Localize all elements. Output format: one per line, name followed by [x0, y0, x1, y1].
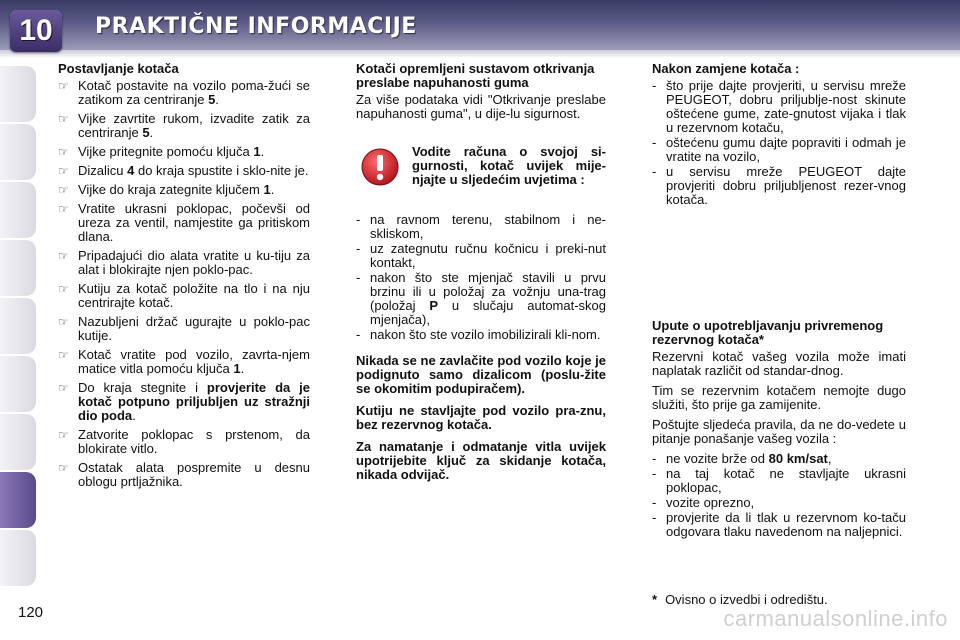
condition-item-text: na ravnom terenu, stabilnom i ne-skliskom, — [370, 212, 606, 241]
section-heading: Kotači opremljeni sustavom otkrivanja preslabe napuhanosti guma — [356, 61, 595, 90]
after-item-text: u servisu mreže PEUGEOT dajte provjeriti dobru priljubljenost rezer-vnog kotača. — [666, 164, 906, 207]
step-item — [58, 202, 310, 244]
usage-rule — [652, 496, 906, 510]
usage-rule — [652, 467, 906, 495]
warning-box — [356, 145, 606, 187]
header-divider — [0, 50, 960, 58]
condition-item-text: nakon što ste vozilo imobilizirali kli-nom. — [370, 327, 601, 342]
pointing-hand-icon: ☞ — [58, 183, 69, 197]
usage-rule-text: na taj kotač ne stavljajte ukrasni poklopac, — [666, 466, 906, 495]
pointing-hand-icon: ☞ — [58, 348, 69, 362]
chapter-title: PRAKTIČNE INFORMACIJE — [95, 14, 417, 39]
step-bold: provjerite da je kotač potpuno priljubljen uz stražnji dio poda — [78, 380, 310, 423]
step-after: . — [149, 125, 154, 140]
pointing-hand-icon: ☞ — [58, 249, 69, 263]
step-item — [58, 145, 310, 159]
step-item — [58, 381, 310, 423]
usage-rule-text: provjerite da li tlak u rezervnom ko-taču odgovara tlaku navedenom na naljepnici. — [666, 510, 906, 539]
step-item — [58, 112, 310, 140]
pointing-hand-icon: ☞ — [58, 112, 69, 126]
footnote-text: Ovisno o izvedbi i odredištu. — [665, 592, 828, 607]
condition-item — [356, 271, 606, 327]
after-item-text: što prije dajte provjeriti, u servisu mreže PEUGEOT, dobru priljublje-nost skinute oštećene gume, zate-gnutost vijaka i tlak u rezervnom kotaču, — [666, 78, 906, 135]
dash-marker: - — [652, 78, 657, 93]
step-after: . — [215, 92, 219, 107]
usage-rule — [652, 511, 906, 539]
dash-marker: - — [652, 510, 657, 525]
step-item — [58, 348, 310, 376]
after-item-text: oštećenu gumu dajte popraviti i odmah je vratite na vozilo, — [666, 135, 906, 164]
step-item — [58, 461, 310, 489]
section-heading: Postavljanje kotača — [58, 61, 179, 76]
side-tab-9[interactable] — [0, 530, 36, 586]
usage-rule: - ne vozite brže od 80 km/sat, — [652, 451, 832, 466]
step-item — [58, 79, 310, 107]
side-tab-active[interactable] — [0, 472, 36, 528]
step-text: Ostatak alata pospremite u desnu oblogu prtljažnika. — [78, 460, 310, 489]
condition-item — [356, 242, 606, 270]
usage-paragraph-1: Rezervni kotač vašeg vozila može imati naplatak različit od standar-dnog. — [652, 349, 906, 378]
usage-rules-list — [652, 452, 906, 539]
intro-paragraph: Za više podataka vidi "Otkrivanje preslabe napuhanosti guma", u dije-lu sigurnost. — [356, 92, 606, 121]
chapter-number-badge: 10 — [10, 10, 62, 52]
footnote — [652, 592, 828, 607]
side-tab-1[interactable] — [0, 66, 36, 122]
step-text: Vijke zavrtite rukom, izvadite zatik za centriranje — [78, 111, 310, 140]
conditions-list — [356, 213, 606, 342]
step-text: Kutiju za kotač položite na tlo i na nju centrirajte kotač. — [78, 281, 310, 310]
usage-heading: Upute o upotrebljavanju privremenog rezervnog kotača* — [652, 318, 884, 347]
column-after-change — [652, 62, 906, 545]
safety-rule: Nikada se ne zavlačite pod vozilo koje je podignuto samo dizalicom (poslu-žite se okomitim podupiračem). — [356, 353, 606, 396]
dash-marker: - — [652, 135, 657, 150]
page-number: 120 — [18, 604, 44, 621]
column-pressure-detection — [356, 62, 606, 490]
step-after: . — [260, 144, 265, 159]
pointing-hand-icon: ☞ — [58, 428, 69, 442]
step-text: Pripadajući dio alata vratite u ku-tiju za alat i blokirajte njen poklo-pac. — [78, 248, 310, 277]
pointing-hand-icon: ☞ — [58, 282, 69, 296]
after-item — [652, 165, 906, 207]
dash-marker: - — [356, 327, 361, 342]
step-text: Vratite ukrasni poklopac, počevši od ureza za ventil, namjestite ga pritiskom dlana. — [78, 201, 310, 244]
dash-marker: - — [652, 164, 657, 179]
dash-marker: - — [356, 270, 361, 285]
pointing-hand-icon: ☞ — [58, 381, 69, 395]
step-item — [58, 249, 310, 277]
safety-rule: Kutiju ne stavljajte pod vozilo pra-znu, bez rezervnog kotača. — [356, 403, 606, 432]
step-text: Zatvorite poklopac s prstenom, da blokirate vitlo. — [78, 427, 310, 456]
step-bold: 1 — [233, 361, 241, 376]
after-item — [652, 79, 906, 135]
step-item — [58, 428, 310, 456]
after-change-list — [652, 79, 906, 207]
step-item — [58, 315, 310, 343]
section-heading: Nakon zamjene kotača : — [652, 61, 800, 76]
side-tab-2[interactable] — [0, 124, 36, 180]
side-tab-5[interactable] — [0, 298, 36, 354]
pointing-hand-icon: ☞ — [58, 145, 69, 159]
usage-paragraph-3: Poštujte sljedeća pravila, da ne do-vedete u pitanje ponašanje vašeg vozila : — [652, 417, 906, 446]
footnote-marker: * — [652, 592, 658, 607]
pointing-hand-icon: ☞ — [58, 164, 69, 178]
step-text: Vijke pritegnite pomoću ključa — [78, 144, 254, 159]
pointing-hand-icon: ☞ — [58, 202, 69, 216]
step-bold: 1 — [263, 182, 271, 197]
usage-paragraph-2: Tim se rezervnim kotačem nemojte dugo služiti, što prije ga zamijenite. — [652, 383, 906, 412]
condition-item-text: uz zategnutu ručnu kočnicu i preki-nut kontakt, — [370, 241, 606, 270]
step-after: . — [132, 408, 136, 423]
step-text: Dizalicu — [78, 163, 128, 178]
step-after: . — [270, 182, 275, 197]
condition-item — [356, 328, 606, 342]
step-bold: 5 — [208, 92, 216, 107]
pointing-hand-icon: ☞ — [58, 315, 69, 329]
step-bold: 5 — [142, 125, 150, 140]
pointing-hand-icon: ☞ — [58, 79, 69, 93]
dash-marker: - — [356, 241, 361, 256]
step-bold: 1 — [253, 144, 261, 159]
dash-marker: - — [652, 466, 657, 481]
safety-rule: Za namatanje i odmatanje vitla uvijek upotrijebite ključ za skidanje kotača, nikada odvijač. — [356, 439, 606, 482]
dash-marker: - — [356, 212, 361, 227]
step-text: Do kraja stegnite i — [78, 380, 207, 395]
warning-text: Vodite računa o svojoj si-gurnosti, kotač uvijek mije-njajte u sljedećim uvjetima : — [412, 144, 606, 187]
dash-marker: - — [652, 495, 657, 510]
condition-item-text: nakon što ste mjenjač stavili u prvu brzinu ili u položaj za vožnju una-trag (položaj P u slučaju automat-skog mjenjača), — [370, 270, 607, 327]
side-tab-7[interactable] — [0, 414, 36, 470]
watermark: carmanualsonline.info — [723, 606, 948, 631]
after-item — [652, 136, 906, 164]
step-text: Nazubljeni držač ugurajte u poklo-pac kutije. — [78, 314, 310, 343]
condition-item — [356, 213, 606, 241]
step-bold: 4 — [127, 163, 135, 178]
safety-rules — [356, 354, 606, 482]
step-item — [58, 183, 310, 197]
steps-list — [58, 79, 310, 489]
side-tab-3[interactable] — [0, 182, 36, 238]
side-tab-4[interactable] — [0, 240, 36, 296]
step-item — [58, 164, 310, 178]
step-after: do kraja spustite i sklo-nite je. — [134, 163, 309, 178]
column-fitting-wheel — [58, 62, 310, 494]
warning-icon — [360, 147, 400, 187]
step-after: . — [240, 361, 245, 376]
step-text: Vijke do kraja zategnite ključem — [78, 182, 264, 197]
side-tab-6[interactable] — [0, 356, 36, 412]
step-text: Kotač vratite pod vozilo, zavrta-njem matice vitla pomoću ključa — [78, 347, 310, 376]
step-item — [58, 282, 310, 310]
step-text: Kotač postavite na vozilo poma-žući se zatikom za centriranje — [78, 78, 310, 107]
usage-rule-text: vozite oprezno, — [666, 495, 755, 510]
pointing-hand-icon: ☞ — [58, 461, 69, 475]
